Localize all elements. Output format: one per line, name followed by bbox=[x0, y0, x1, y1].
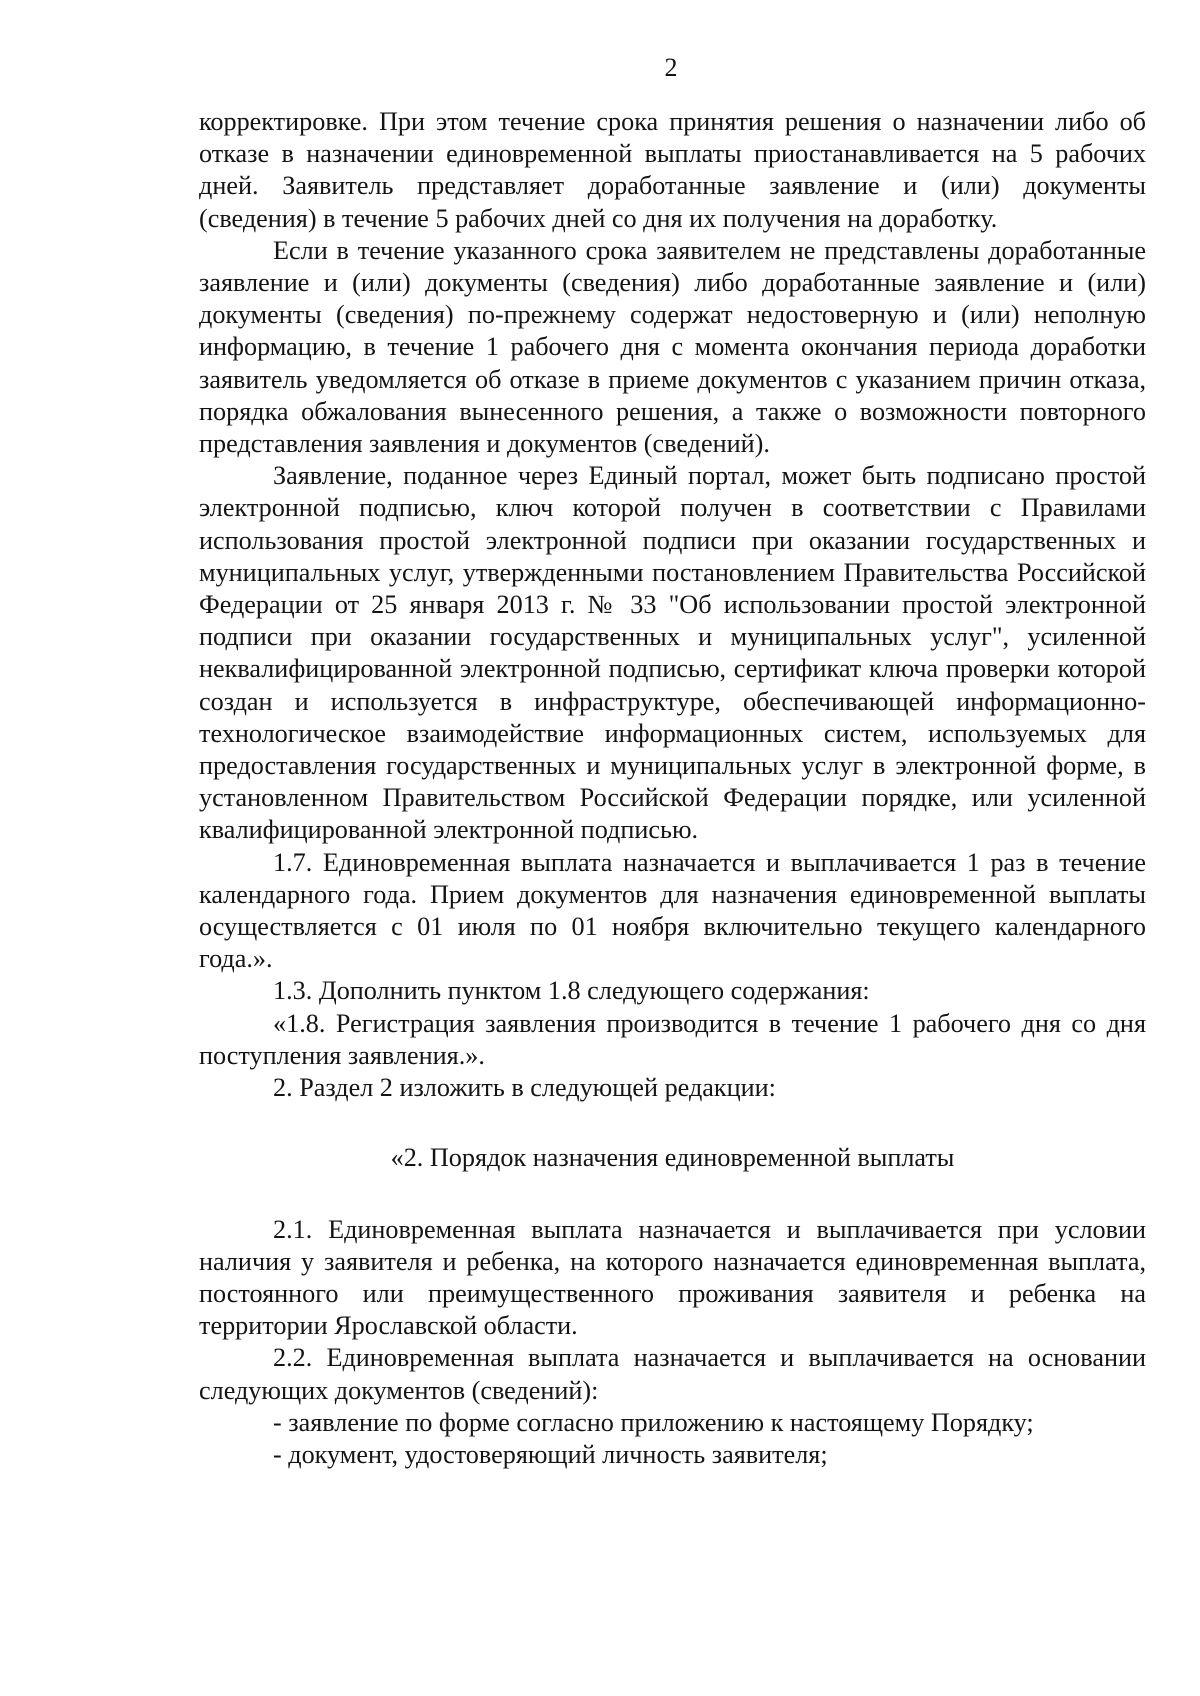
document-body bbox=[199, 106, 1146, 1471]
section-heading: «2. Порядок назначения единовременной выплаты bbox=[390, 1143, 955, 1173]
paragraph-2-1: 2.1. Единовременная выплата назначается и выплачивается при условии наличия у заявителя и ребенка, на которого назначается единовременная выплата, постоянного или преимущественного проживания заявителя и ребенка на территории Ярославской области. bbox=[199, 1214, 1146, 1341]
paragraph-1-7: 1.7. Единовременная выплата назначается и выплачивается 1 раз в течение календарного года. Прием документов для назначения единовременной выплаты осуществляется с 01 июля по 01 ноября включительно текущего календарного года.». bbox=[199, 847, 1146, 974]
paragraph-continuation: корректировке. При этом течение срока принятия решения о назначении либо об отказе в назначении единовременной выплаты приостанавливается на 5 рабочих дней. Заявитель представляет доработанные заявление и (или) документы (сведения) в течение 5 рабочих дней со дня их получения на доработку. bbox=[199, 107, 1146, 233]
paragraph-1-3: 1.3. Дополнить пунктом 1.8 следующего содержания: bbox=[273, 976, 870, 1006]
paragraph-electronic-signature: Заявление, поданное через Единый портал, может быть подписано простой электронной подписью, ключ которой получен в соответствии с Правилами использования простой электронной подписи при оказании государственных и муниципальных услуг, утвержденными постановлением Правительства Российской Федерации от 25 января 2013 г. № 33 "Об использовании простой электронной подписи при оказании государственных и муниципальных услуг", усиленной неквалифицированной электронной подписью, сертификат ключа проверки которой создан и используется в инфраструктуре, обеспечивающей информационно-технологическое взаимодействие информационных систем, используемых для предоставления государственных и муниципальных услуг в электронной форме, в установленном Правительством Российской Федерации порядке, или усиленной квалифицированной электронной подписью. bbox=[199, 461, 1146, 845]
paragraph-section-2-intro: 2. Раздел 2 изложить в следующей редакции: bbox=[273, 1073, 776, 1103]
list-item-identity-document: - документ, удостоверяющий личность заявителя; bbox=[273, 1439, 828, 1469]
paragraph-1-8: «1.8. Регистрация заявления производится в течение 1 рабочего дня со дня поступления заявления.». bbox=[199, 1008, 1146, 1070]
list-item-application: - заявление по форме согласно приложению к настоящему Порядку; bbox=[273, 1407, 1034, 1437]
paragraph-2-2: 2.2. Единовременная выплата назначается и выплачивается на основании следующих документов (сведений): bbox=[199, 1343, 1146, 1405]
page-number: 2 bbox=[664, 53, 678, 82]
paragraph-refusal-notice: Если в течение указанного срока заявителем не представлены доработанные заявление и (или) документы (сведения) либо доработанные заявление и (или) документы (сведения) по-прежнему содержат недостоверную и (или) неполную информацию, в течение 1 рабочего дня с момента окончания периода доработки заявитель уведомляется об отказе в приеме документов с указанием причин отказа, порядка обжалования вынесенного решения, а также о возможности повторного представления заявления и документов (сведений). bbox=[199, 235, 1146, 459]
